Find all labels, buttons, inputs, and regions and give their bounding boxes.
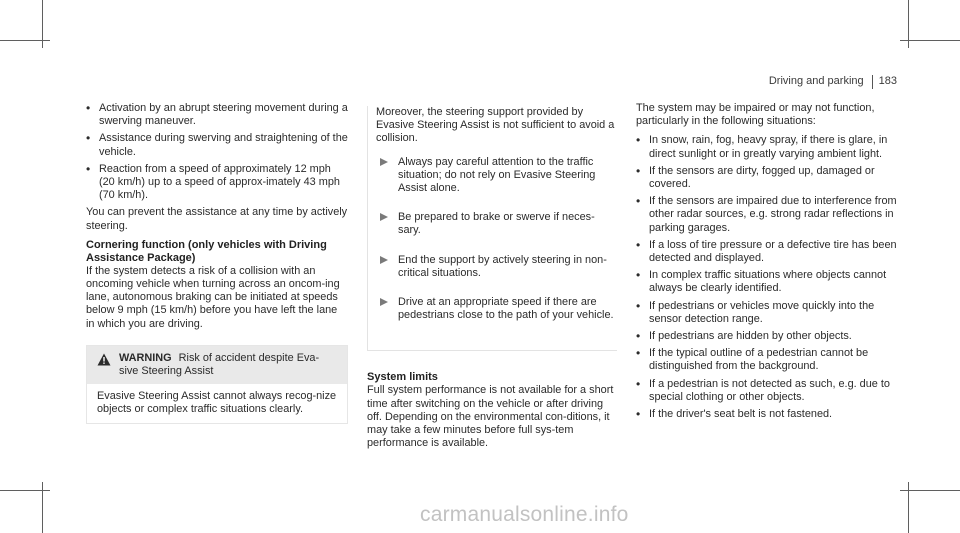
warning-label: WARNING	[119, 351, 172, 364]
page-number: 183	[878, 75, 897, 88]
instruction-step	[376, 211, 617, 237]
warning-box	[86, 345, 348, 424]
list-item: • If a loss of tire pressure or a defective tire has been detected and displayed.	[636, 239, 898, 265]
list-item: • If the sensors are impaired due to interference from other radar sources, e.g. strong radar reflections in parking garages.	[636, 195, 898, 235]
watermark: carmanualsonline.info	[420, 503, 629, 526]
column-left	[86, 102, 348, 424]
list-item: • If the driver's seat belt is not fastened.	[636, 408, 898, 421]
list-item: • If pedestrians or vehicles move quickly into the sensor detection range.	[636, 300, 898, 326]
paragraph: Moreover, the steering support provided by Evasive Steering Assist is not sufficient to avoid a collision.	[376, 106, 615, 145]
list-item: • If the typical outline of a pedestrian cannot be distinguished from the background.	[636, 347, 898, 373]
paragraph: If the system detects a risk of a collision with an oncoming vehicle when turning across an oncom-ing lane, autonomous braking can be initiated at speeds below 9 mph (15 km/h) before you have left the lane in which you are driving.	[86, 264, 340, 330]
instruction-step	[376, 254, 617, 280]
section-title: Driving and parking	[768, 75, 864, 88]
page-header	[769, 75, 897, 89]
list-item: • If the sensors are dirty, fogged up, damaged or covered.	[636, 165, 898, 191]
arrow-right-icon	[380, 256, 388, 264]
list-item: • Activation by an abrupt steering movement during a swerving maneuver.	[86, 102, 348, 128]
list-item: • If a pedestrian is not detected as such, e.g. due to special clothing or other objects.	[636, 378, 898, 404]
column-middle	[367, 102, 617, 456]
header-divider	[872, 75, 873, 89]
list-item: • In snow, rain, fog, heavy spray, if there is glare, in direct sunlight or in greatly varying ambient light.	[636, 134, 898, 160]
warning-title: Risk of accident despite Eva-sive Steering Assist	[119, 351, 320, 378]
warning-header	[87, 346, 347, 384]
paragraph: The system may be impaired or may not function, particularly in the following situations:	[636, 102, 875, 128]
paragraph: Full system performance is not available for a short time after switching on the vehicle or after driving off. Depending on the environmental con-ditions, it may take a few minutes before full sys-tem performance is available.	[367, 384, 614, 450]
warning-continuation	[367, 106, 617, 351]
instruction-step	[376, 156, 617, 196]
warning-body: Evasive Steering Assist cannot always recog-nize objects or complex traffic situations clearly.	[97, 390, 337, 416]
instruction-step	[376, 296, 617, 322]
crop-mark	[0, 40, 50, 41]
step-text: Always pay careful attention to the traffic situation; do not rely on Evasive Steering Assist alone.	[398, 155, 596, 195]
section-heading: Cornering function (only vehicles with Driving Assistance Package)	[86, 238, 327, 264]
section-heading: System limits	[367, 371, 438, 384]
crop-mark	[0, 490, 50, 491]
warning-triangle-icon	[97, 353, 111, 366]
list-item: • Assistance during swerving and straightening of the vehicle.	[86, 132, 348, 158]
bullet-list	[86, 102, 348, 202]
list-item: • Reaction from a speed of approximately 12 mph (20 km/h) up to a speed of approx-imately 43 mph (70 km/h).	[86, 163, 348, 203]
list-item: • In complex traffic situations where objects cannot always be clearly identified.	[636, 269, 898, 295]
paragraph: You can prevent the assistance at any time by actively steering.	[86, 206, 348, 232]
step-text: Be prepared to brake or swerve if neces-sary.	[398, 211, 595, 237]
crop-mark	[900, 40, 960, 41]
instruction-list	[376, 156, 617, 323]
arrow-right-icon	[380, 298, 388, 306]
list-item: • If pedestrians are hidden by other objects.	[636, 330, 898, 343]
crop-mark	[900, 490, 960, 491]
bullet-list	[636, 134, 898, 421]
step-text: End the support by actively steering in non-critical situations.	[398, 253, 607, 279]
arrow-right-icon	[380, 213, 388, 221]
arrow-right-icon	[380, 158, 388, 166]
column-right	[636, 102, 898, 425]
step-text: Drive at an appropriate speed if there are pedestrians close to the path of your vehicle.	[398, 296, 614, 322]
